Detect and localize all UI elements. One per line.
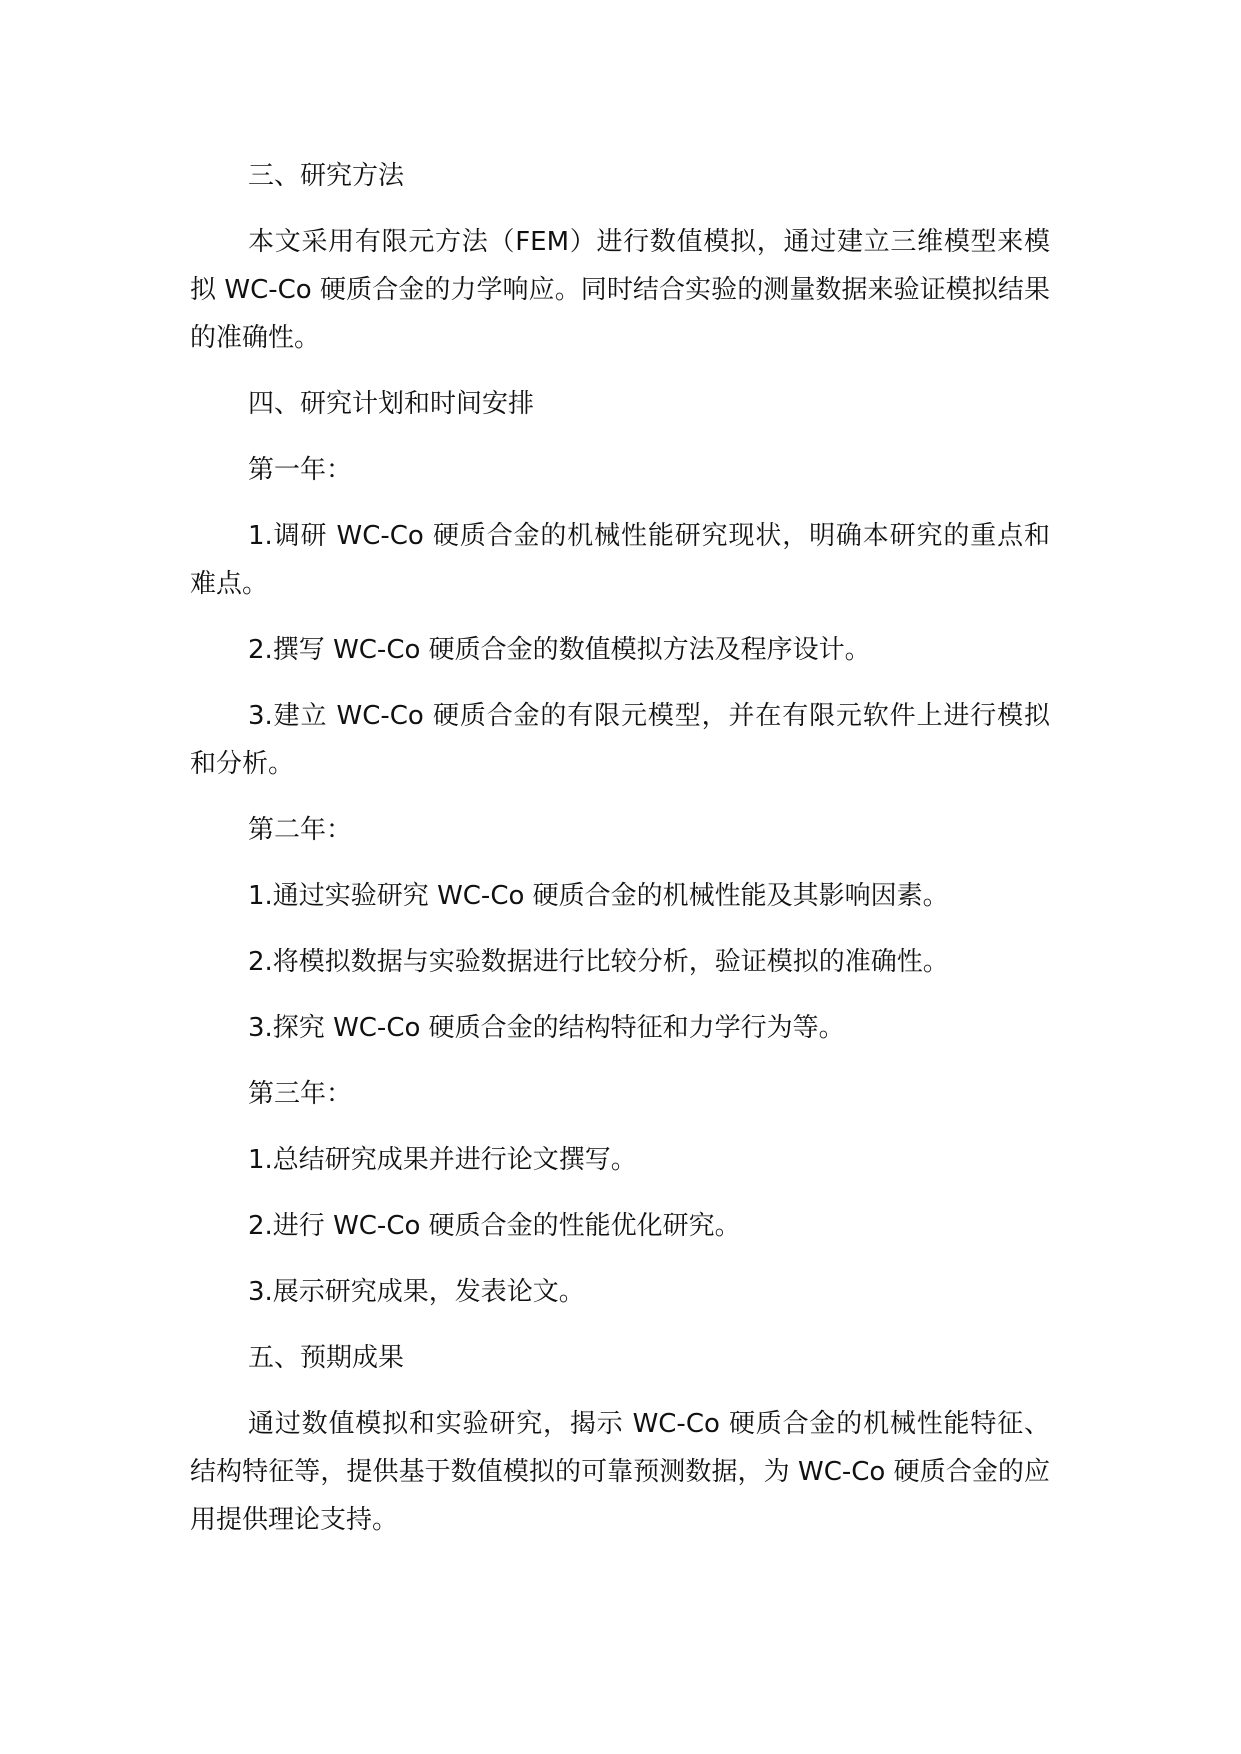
year-heading-third: 第三年： [248, 1079, 353, 1109]
year-heading-second: 第二年： [248, 815, 353, 845]
list-item: 1.总结研究成果并进行论文撰写。 [248, 1145, 637, 1175]
document-body [190, 152, 1050, 1562]
paragraph-expected-results: 通过数值模拟和实验研究，揭示 WC-Co 硬质合金的机械性能特征、结构特征等，提供基于数值模拟的可靠预测数据，为 WC-Co 硬质合金的应用提供理论支持。 [190, 1409, 1050, 1535]
list-item: 3.建立 WC-Co 硬质合金的有限元模型，并在有限元软件上进行模拟和分析。 [190, 701, 1050, 779]
section-heading-research-method: 三、研究方法 [248, 161, 405, 191]
section-heading-research-plan: 四、研究计划和时间安排 [248, 389, 535, 419]
list-item: 1.调研 WC-Co 硬质合金的机械性能研究现状，明确本研究的重点和难点。 [190, 521, 1050, 599]
section-heading-expected-results: 五、预期成果 [248, 1343, 405, 1373]
paragraph-research-method: 本文采用有限元方法（FEM）进行数值模拟，通过建立三维模型来模拟 WC-Co 硬质合金的力学响应。同时结合实验的测量数据来验证模拟结果的准确性。 [190, 227, 1050, 353]
list-item: 2.将模拟数据与实验数据进行比较分析，验证模拟的准确性。 [248, 947, 949, 977]
year-heading-first: 第一年： [248, 455, 353, 485]
list-item: 2.撰写 WC-Co 硬质合金的数值模拟方法及程序设计。 [248, 635, 871, 665]
list-item: 1.通过实验研究 WC-Co 硬质合金的机械性能及其影响因素。 [248, 881, 949, 911]
list-item: 3.展示研究成果，发表论文。 [248, 1277, 585, 1307]
list-item: 2.进行 WC-Co 硬质合金的性能优化研究。 [248, 1211, 741, 1241]
list-item: 3.探究 WC-Co 硬质合金的结构特征和力学行为等。 [248, 1013, 845, 1043]
